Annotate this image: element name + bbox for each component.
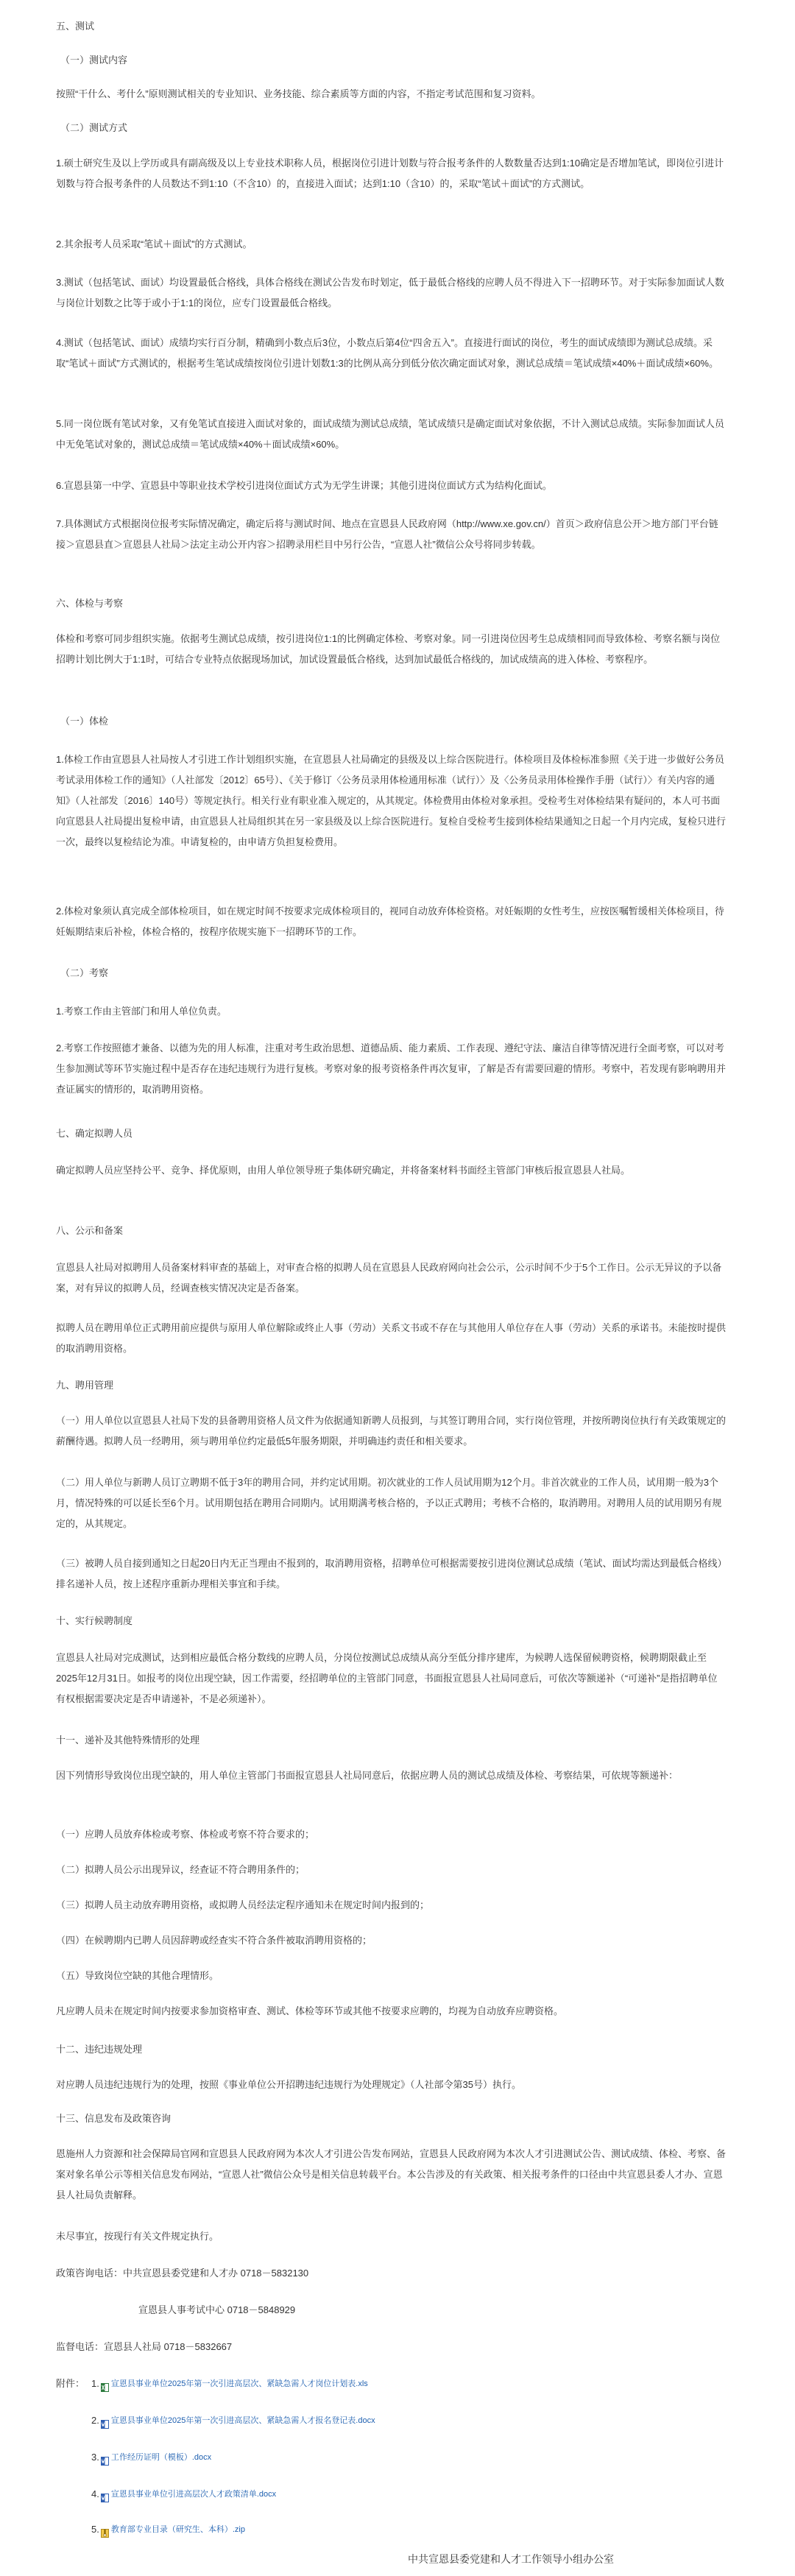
paragraph: 确定拟聘人员应坚持公平、竞争、择优原则，由用人单位领导班子集体研究确定，并将备案材料书面经主管部门审核后报宣恩县人社局。 <box>56 1165 631 1176</box>
attachment-number: 2. <box>91 2415 99 2426</box>
paragraph: 按照“干什么、考什么”原则测试相关的专业知识、业务技能、综合素质等方面的内容，不指定考试范围和复习资料。 <box>56 88 541 99</box>
paragraph: （一）用人单位以宣恩县人社局下发的县备聘用资格人员文件为依据通知新聘人员报到，与其签订聘用合同，实行岗位管理，并按所聘岗位执行有关政策规定的薪酬待遇。拟聘人员一经聘用，须与聘用单位约定最低5年服务期限，并明确违约责任和相关要求。 <box>56 1415 727 1447</box>
attachment-number: 5. <box>91 2524 99 2535</box>
list-item: （二）拟聘人员公示出现异议，经查证不符合聘用条件的； <box>56 1864 305 1875</box>
section-heading: 八、公示和备案 <box>56 1225 124 1236</box>
subsection-heading: （二）考察 <box>60 967 109 978</box>
paragraph: 宣恩县人社局对完成测试，达到相应最低合格分数线的应聘人员，分岗位按测试总成绩从高分至低分排序建库，为候聘人选保留候聘资格，候聘期限截止至2025年12月31日。如报考的岗位出现空缺，因工作需要，经招聘单位的主管部门同意，书面报宣恩县人社局同意后，可依次等额递补（“可递补”是指招聘单位有权根据需要决定是否申请递补，不是必须递补）。 <box>56 1652 718 1704</box>
paragraph: 2.其余报考人员采取“笔试＋面试”的方式测试。 <box>56 239 252 250</box>
attachment-link[interactable] <box>91 2410 375 2431</box>
paragraph: 恩施州人力资源和社会保障局官网和宣恩县人民政府网为本次人才引进公告发布网站，宣恩县人民政府网为本次人才引进测试公告、测试成绩、体检、考察、备案对象名单公示等相关信息发布网站，“宣恩人社”微信公众号是相关信息转载平台。本公告涉及的有关政策、相关报考条件的口径由中共宣恩县委人才办、宣恩县人社局负责解释。 <box>56 2148 727 2201</box>
paragraph: 因下列情形导致岗位出现空缺的，用人单位主管部门书面报宣恩县人社局同意后，依据应聘人员的测试总成绩及体检、考察结果，可依规等额递补： <box>56 1770 679 1781</box>
word-file-icon <box>101 2453 109 2462</box>
attachment-filename[interactable]: 工作经历证明（模板）.docx <box>110 2453 212 2462</box>
paragraph: 4.测试（包括笔试、面试）成绩均实行百分制，精确到小数点后3位，小数点后第4位“四舍五入”。直接进行面试的岗位，考生的面试成绩即为测试总成绩。采取“笔试＋面试”方式测试的，根据考生笔试成绩按岗位引进计划数1:3的比例从高分到低分依次确定面试对象，测试总成绩＝笔试成绩×40%＋面试成绩×60%。 <box>56 337 718 369</box>
subsection-heading: （一）体检 <box>60 716 109 727</box>
list-item: （三）拟聘人员主动放弃聘用资格，或拟聘人员经法定程序通知未在规定时间内报到的； <box>56 1899 430 1910</box>
attachment-link[interactable] <box>91 2484 276 2505</box>
section-heading: 七、确定拟聘人员 <box>56 1128 133 1139</box>
paragraph: （二）用人单位与新聘人员订立聘期不低于3年的聘用合同，并约定试用期。初次就业的工作人员试用期为12个月。非首次就业的工作人员，试用期一般为3个月，情况特殊的可以延长至6个月。试用期包括在聘用合同期内。试用期满考核合格的，予以正式聘用；考核不合格的，取消聘用。对聘用人员的试用期另有规定的，从其规定。 <box>56 1477 722 1529</box>
paragraph: （三）被聘人员自接到通知之日起20日内无正当理由不报到的，取消聘用资格，招聘单位可根据需要按引进岗位测试总成绩（笔试、面试均需达到最低合格线）排名递补人员，按上述程序重新办理相关事宜和手续。 <box>56 1558 722 1589</box>
attachment-link[interactable] <box>91 2519 245 2540</box>
word-file-icon <box>101 2490 109 2499</box>
paragraph: 拟聘人员在聘用单位正式聘用前应提供与原用人单位解除或终止人事（劳动）关系文书或不存在与其他用人单位存在人事（劳动）关系的承诺书。未能按时提供的取消聘用资格。 <box>56 1322 727 1354</box>
paragraph: 2.体检对象须认真完成全部体检项目，如在规定时间不按要求完成体检项目的，视同自动放弃体检资格。对妊娠期的女性考生，应按医嘱暂缓相关体检项目，待妊娠期结束后补检，体检合格的，按程序依规实施下一招聘环节的工作。 <box>56 906 724 937</box>
section-heading: 十、实行候聘制度 <box>56 1615 133 1626</box>
attachment-filename[interactable]: 教育部专业目录（研究生、本科）.zip <box>110 2525 245 2534</box>
paragraph: 2.考察工作按照德才兼备、以德为先的用人标准，注重对考生政治思想、道德品质、能力素质、工作表现、遵纪守法、廉洁自律等情况进行全面考察，可以对考生参加测试等环节实施过程中是否存在违纪违规行为进行复核。考察对象的报考资格条件再次复审，了解是否有需要回避的情形。考察中，若发现有影响聘用并查证属实的情形的，取消聘用资格。 <box>56 1042 727 1095</box>
attachment-number: 4. <box>91 2488 99 2499</box>
paragraph: 6.宣恩县第一中学、宣恩县中等职业技术学校引进岗位面试方式为无学生讲课；其他引进岗位面试方式为结构化面试。 <box>56 480 552 491</box>
attachment-number: 1. <box>91 2378 99 2389</box>
attachment-filename[interactable]: 宣恩县事业单位2025年第一次引进高层次、紧缺急需人才岗位计划表.xls <box>110 2379 368 2388</box>
issuing-organization-signature: 中共宣恩县委党建和人才工作领导小组办公室 <box>408 2553 614 2565</box>
attachment-link[interactable] <box>91 2447 211 2468</box>
list-item: （四）在候聘期内已聘人员因辞聘或经查实不符合条件被取消聘用资格的； <box>56 1935 372 1946</box>
paragraph: 对应聘人员违纪违规行为的处理，按照《事业单位公开招聘违纪违规行为处理规定》（人社部令第35号）执行。 <box>56 2079 521 2090</box>
excel-file-icon <box>101 2379 109 2388</box>
attachments-label: 附件： <box>56 2378 85 2389</box>
paragraph: 5.同一岗位既有笔试对象，又有免笔试直接进入面试对象的，面试成绩为测试总成绩，笔试成绩只是确定面试对象依据，不计入测试总成绩。实际参加面试人员中无免笔试对象的，测试总成绩＝笔试成绩×40%＋面试成绩×60%。 <box>56 418 724 450</box>
list-item: （五）导致岗位空缺的其他合理情形。 <box>56 1970 219 1981</box>
paragraph: 1.考察工作由主管部门和用人单位负责。 <box>56 1006 227 1017</box>
contact-supervision-phone: 监督电话：宣恩县人社局 0718－5832667 <box>56 2341 233 2352</box>
paragraph: 体检和考察可同步组织实施。依据考生测试总成绩，按引进岗位1:1的比例确定体检、考察对象。同一引进岗位因考生总成绩相同而导致体检、考察名额与岗位招聘计划比例大于1:1时，可结合专业特点依据现场加试，加试设置最低合格线，达到加试最低合格线的，加试成绩高的进入体检、考察程序。 <box>56 633 721 665</box>
paragraph: 7.具体测试方式根据岗位报考实际情况确定，确定后将与测试时间、地点在宣恩县人民政府网（http://www.xe.gov.cn/）首页＞政府信息公开＞地方部门平台链接＞宣恩县直＞宣恩县人社局＞法定主动公开内容＞招聘录用栏目中另行公告，“宣恩人社”微信公众号将同步转载。 <box>56 518 718 550</box>
paragraph: 1.硕士研究生及以上学历或具有副高级及以上专业技术职称人员，根据岗位引进计划数与符合报考条件的人数数量否达到1:10确定是否增加笔试，即岗位引进计划数与符合报考条件的人员数达不到1:10（不含10）的，直接进入面试；达到1:10（含10）的，采取“笔试＋面试”的方式测试。 <box>56 158 724 189</box>
section-heading: 五、测试 <box>56 21 95 32</box>
section-heading: 十二、违纪违规处理 <box>56 2044 143 2055</box>
contact-exam-center-phone: 宣恩县人事考试中心 0718－5848929 <box>138 2304 296 2315</box>
section-heading: 六、体检与考察 <box>56 598 124 609</box>
section-heading: 十三、信息发布及政策咨询 <box>56 2113 172 2124</box>
word-file-icon <box>101 2416 109 2425</box>
subsection-heading: （一）测试内容 <box>60 54 128 66</box>
paragraph: 宣恩县人社局对拟聘用人员备案材料审查的基础上，对审查合格的拟聘人员在宣恩县人民政府网向社会公示，公示时间不少于5个工作日。公示无异议的予以备案，对有异议的拟聘人员，经调查核实情况决定是否备案。 <box>56 1262 722 1294</box>
list-item: （一）应聘人员放弃体检或考察、体检或考察不符合要求的； <box>56 1829 315 1840</box>
section-heading: 十一、递补及其他特殊情形的处理 <box>56 1735 200 1746</box>
attachment-filename[interactable]: 宣恩县事业单位引进高层次人才政策清单.docx <box>110 2490 277 2499</box>
contact-policy-phone: 政策咨询电话：中共宣恩县委党建和人才办 0718－5832130 <box>56 2268 309 2279</box>
paragraph: 1.体检工作由宣恩县人社局按人才引进工作计划组织实施，在宣恩县人社局确定的县级及以上综合医院进行。体检项目及体检标准参照《关于进一步做好公务员考试录用体检工作的通知》（人社部发〔2012〕65号）、《关于修订〈公务员录用体检通用标准（试行）〉及〈公务员录用体检操作手册（试行）〉有关内容的通知》（人社部发〔2016〕140号）等规定执行。相关行业有职业准入规定的，从其规定。体检费用由体检对象承担。受检考生对体检结果有疑问的，本人可书面向宣恩县人社局提出复检申请，由宣恩县人社局组织其在另一家县级及以上综合医院进行。复检自受检考生接到体检结果通知之日起一个月内完成，复检只进行一次，最终以复检结论为准。申请复检的，由申请方负担复检费用。 <box>56 754 727 847</box>
paragraph: 未尽事宜，按现行有关文件规定执行。 <box>56 2231 219 2242</box>
attachment-filename[interactable]: 宣恩县事业单位2025年第一次引进高层次、紧缺急需人才报名登记表.docx <box>110 2416 375 2425</box>
section-heading: 九、聘用管理 <box>56 1380 114 1391</box>
zip-file-icon <box>101 2525 109 2534</box>
attachment-link[interactable] <box>91 2374 368 2394</box>
paragraph: 凡应聘人员未在规定时间内按要求参加资格审查、测试、体检等环节或其他不按要求应聘的，均视为自动放弃应聘资格。 <box>56 2005 564 2016</box>
attachment-number: 3. <box>91 2452 99 2463</box>
paragraph: 3.测试（包括笔试、面试）均设置最低合格线，具体合格线在测试公告发布时划定，低于最低合格线的应聘人员不得进入下一招聘环节。对于实际参加面试人数与岗位计划数之比等于或小于1:1的岗位，应专门设置最低合格线。 <box>56 277 724 308</box>
subsection-heading: （二）测试方式 <box>60 122 128 133</box>
